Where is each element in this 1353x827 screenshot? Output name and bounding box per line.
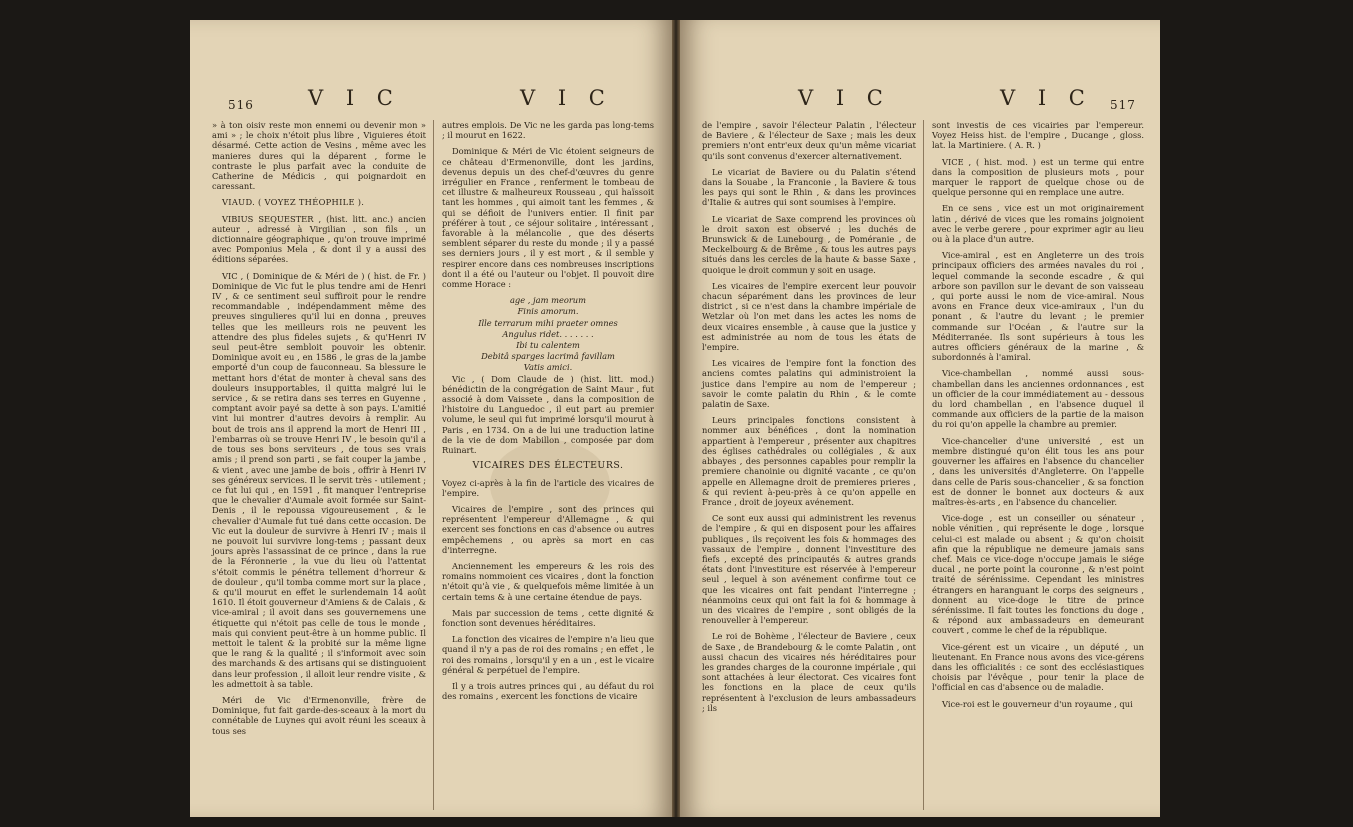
entry-vice-chambellan: Vice-chambellan , nommé aussi sous-chambellan dans les anciennes ordonnances , est un officier de la cour immédiatement au - dessous du lord chambellan , en l'absence duquel il commande aux officiers de la partie de la maison du roi qu'on appelle la chambre au premier. [932,368,1144,430]
verse-line: Finis amorum. [517,306,579,317]
verse-line: Vatis amici. [523,362,573,373]
column-rule [433,120,434,810]
paragraph: Dominique & Méri de Vic étoient seigneurs de ce château d'Ermenonville, dont les jardins, devenus depuis un des chef-d'œuvres du genre irrégulier en France , renferment le tombeau de cet illustre & malheureux Rousseau , qui haïssoit tant les hommes , qui aimoit tant les femmes , & qui se défioit de l'univers entier. Il finit par préférer à tout , ce séjour solitaire , intéressant , favorable à la mélancolie , que des déserts semblent séparer du reste du monde ; il y a passé ses derniers jours , il y est mort , & il semble y respirer encore dans ces nombreuses inscriptions dont il a été ou l'auteur ou l'objet. Il pouvoit dire comme Horace : [442,146,654,290]
entry-vice-chancelier: Vice-chancelier d'une université , est un membre distingué qu'on élit tous les ans pour gouverner les affaires en l'absence du chancelier , dans les universités d'Angleterre. On l'appelle dans celle de Paris sous-chancelier , & sa fonction est de donner le bonnet aux docteurs & aux maîtres-ès-arts , en l'absence du chancelier. [932,435,1144,507]
paragraph: Le vicariat de Baviere ou du Palatin s'étend dans la Souabe , la Franconie , la Baviere & tous les pays qui sont le Rhin , & dans les provinces d'Italie & autres qui sont soumises à l'empire. [702,166,916,208]
left-running-head-right: V I C [520,86,613,110]
entry-vibius: VIBIUS SEQUESTER , (hist. litt. anc.) ancien auteur , adressé à Virgilian , son fils , un dictionnaire géographique , qu'on trouve imprimé avec Pomponius Mela , & dont il y a aussi des éditions séparées. [212,213,426,265]
left-column-2 [442,120,654,707]
paragraph: autres emplois. De Vic ne les garda pas long-tems ; il mourut en 1622. [442,120,654,141]
entry-vice-roi: Vice-roi est le gouverneur d'un royaume , qui [942,698,1133,709]
right-page-header [680,80,1160,110]
entry-vice: VICE , ( hist. mod. ) est un terme qui entre dans la composition de plusieurs mots , pour marquer le rapport de quelque chose ou de quelque personne qui en remplace une autre. [932,156,1144,198]
paragraph: Les vicaires de l'empire font la fonction des anciens comtes palatins qui administroient la justice dans l'empire au nom de l'empereur ; savoir le comte palatin du Rhin , & le comte palatin de Saxe. [702,358,916,410]
entry-vice-gerent: Vice-gérent est un vicaire , un député , un lieutenant. En France nous avons des vice-gérens dans les officialités : ce sont des ecclésiastiques choisis par l'évêque , pour tenir la place de l'official en cas d'absence ou de maladie. [932,641,1144,693]
paragraph: Les vicaires de l'empire exercent leur pouvoir chacun séparément dans les provinces de leur district , si ce n'est dans la chambre impériale de Wetzlar où l'on met dans les actes les noms de deux vicaires ensemble , à cause que la justice y est administrée au nom de tous les états de l'empire. [702,280,916,353]
right-column-1 [702,120,916,719]
paragraph: Le roi de Bohème , l'électeur de Baviere , ceux de Saxe , de Brandebourg & le comte Palatin , ont aussi chacun des vicaires nés héréditaires pour les grandes charges de la couronne impériale , qui sont attachées à leur électorat. Ces vicaires font les fonctions en la place de ceux qu'ils représentent à l'exclusion de leurs ambassadeurs ; ils [702,631,916,713]
verse-line: age , jam meorum [509,295,587,306]
paragraph: Le vicariat de Saxe comprend les provinces où le droit saxon est observé ; les duchés de Brunswick & de Lunebourg , de Poméranie , de Meckelbourg & de Brême , & tous les autres pays situés dans les cercles de la haute & basse Saxe , quoique le droit commun y soit en usage. [702,213,916,275]
right-page [680,20,1160,817]
paragraph: Anciennement les empereurs & les rois des romains nommoient ces vicaires , dont la fonction n'étoit qu'à vie , & quelquefois même limitée à un certain tems & à une certaine étendue de pays. [442,560,654,602]
paragraph: Méri de Vic d'Ermenonville, frère de Dominique, fut fait garde-des-sceaux à la mort du connétable de Luynes qui avoit réuni les sceaux à tous ses [212,694,426,736]
left-page [190,20,672,817]
right-column-2 [932,120,1144,715]
left-page-header [190,80,672,110]
section-heading: VICAIRES DES ÉLECTEURS. [472,460,624,472]
verse-line: Ille terrarum mihi praeter omnes [478,317,618,328]
right-running-head-right: V I C [1000,86,1093,110]
entry-vic-dominique: VIC , ( Dominique de & Méri de ) ( hist. de Fr. ) Dominique de Vic fut le plus tendre ami de Henri IV , & ce sentiment seul suffiroit pour le rendre recommandable , indépendamment même des preuves singulieres qu'il lui en donna , preuves telles que les meilleurs rois ne peuvent les attendre des plus fideles sujets , & qu'Henri IV seul peut-être sembloit pouvoir les obtenir. Dominique avoit eu , en 1586 , le gras de la jambe emporté d'un coup de fauconneau. Sa blessure le mettant hors d'état de monter à cheval sans des douleurs insupportables, il quitta malgré lui le service , & se retira dans ses terres en Guyenne , comptant avoir payé sa dette à son pays. L'amitié vint lui montrer d'autres devoirs à remplir. Au bout de trois ans il apprend la mort de Henri III , l'embarras où se trouve Henri IV , le besoin qu'il a de tous ses bons serviteurs , de tous ses vrais amis ; il prend son parti , se fait couper la jambe , & vient , avec une jambe de bois , offrir à Henri IV ses généreux services. Il le servit très - utilement ; ce fut lui qui , en 1591 , fit manquer l'entreprise que le chevalier d'Aumale avoit formée sur Saint-Denis , il le repoussa vigoureusement , & le chevalier d'Aumale fut tué dans cette occasion. De Vic eut la douleur de survivre à Henri IV ; mais il ne pouvoit lui survivre long-tems ; passant deux jours après l'assassinat de ce prince , dans la rue de la Féronnerie , la vue du lieu où l'attentat s'étoit commis le pénétra tellement d'horreur & de douleur , qu'il tomba comme mort sur la place , & qu'il mourut en effet le surlendemain 14 août 1610. Il étoit gouverneur d'Amiens & de Calais , & vice-amiral ; il avoit dans ses gouvernemens une étiquette qui n'étoit pas celle de tous le monde , mais qui convient peut-être à un homme public. Il mettoit le talent & la probité sur la même ligne que le rang & la qualité ; il s'informoit avec soin des marchands & des artisans qui se distinguoient dans leur profession , il alloit leur rendre visite , & les admettoit à sa table. [212,270,426,689]
left-page-number: 516 [228,98,254,112]
right-page-number: 517 [1110,98,1136,112]
left-column-1 [212,120,426,742]
verse-line: Debitâ sparges lacrimâ favillam [481,351,615,362]
column-rule [923,120,924,810]
paragraph: sont investis de ces vicairies par l'empereur. Voyez Heiss hist. de l'empire , Ducange , gloss. lat. la Martiniere. ( A. R. ) [932,120,1144,151]
entry-vic-claude: Vic , ( Dom Claude de ) (hist. litt. mod.) bénédictin de la congrégation de Saint Maur , fut associé à dom Vaissete , dans la composition de l'histoire du Languedoc , il eut part au premier volume, le seul qui fut imprimé lorsqu'il mourut à Paris , en 1734. On a de lui une traduction latine de la vie de dom Mabillon , composée par dom Ruinart. [442,373,654,456]
entry-vice-amiral: Vice-amiral , est en Angleterre un des trois principaux officiers des armées navales du roi , lequel commande la seconde escadre , & qui arbore son pavillon sur le devant de son vaisseau , qui porte aussi le nom de vice-amiral. Nous avons en France deux vice-amiraux , l'un du ponant , & l'autre du levant ; le premier commande sur l'Océan , & l'autre sur la Méditerranée. Ils sont supérieurs à tous les autres officiers généraux de la marine , & subordonnés à l'amiral. [932,250,1144,363]
verse-line: Ibi tu calentem [516,340,580,351]
verse-line: Angulus ridet. . . . . . . [502,328,594,339]
paragraph: Vicaires de l'empire , sont des princes qui représentent l'empereur d'Allemagne , & qui exercent ses fonctions en cas d'absence ou autres empêchemens , ou après sa mort en cas d'interregne. [442,503,654,555]
right-running-head: V I C [798,86,891,110]
paragraph: Voyez ci-après à la fin de l'article des vicaires de l'empire. [442,477,654,498]
paragraph: Leurs principales fonctions consistent à nommer aux bénéfices , dont la nomination appartient à l'empereur , présenter aux chapitres des églises cathédrales ou collégiales , & aux abbayes , des personnes capables pour remplir la premiere chanoinie ou dignité vacante , ce qu'on appelle en Allemagne droit de premieres prieres , & qui revient à-peu-près à ce qu'on appelle en France , droit de joyeux avénement. [702,415,916,507]
book-gutter [672,20,680,817]
paragraph: de l'empire , savoir l'électeur Palatin , l'électeur de Baviere , & l'électeur de Saxe ; mais les deux premiers n'ont entr'eux deux qu'un même vicariat qu'ils sont convenus d'exercer alternativement. [702,120,916,161]
entry-vice-doge: Vice-doge , est un conseiller ou sénateur , noble vénitien , qui représente le doge , lorsque celui-ci est malade ou absent ; & qu'on choisit afin que la république ne demeure jamais sans chef. Mais ce vice-doge n'occupe jamais le siége ducal , ne porte point la couronne , & n'est point traité de sérénissime. Cependant les ministres étrangers en haranguant le corps des seigneurs , donnent au vice-doge le titre de prince sérénissime. Il fait toutes les fonctions du doge , & répond aux ambassadeurs en demeurant couvert , comme le chef de la république. [932,513,1144,636]
paragraph: En ce sens , vice est un mot originairement latin , dérivé de vices que les romains joignoient avec le verbe gerere , pour exprimer agir au lieu ou à la place d'un autre. [932,203,1144,245]
paragraph: Ce sont eux aussi qui administrent les revenus de l'empire , & qui en disposent pour les affaires publiques , ils reçoivent les fois & hommages des vassaux de l'empire , donnent l'investiture des fiefs , excepté des principautés & autres grands états dont l'investiture est réservée à l'empereur seul , lequel à son avénement confirme tout ce que les vicaires ont fait pendant l'interregne ; néanmoins ceux qui ont fait la foi & hommage à un des vicaires de l'empire , sont obligés de la renouveller à l'empereur. [702,513,916,626]
paragraph: La fonction des vicaires de l'empire n'a lieu que quand il n'y a pas de roi des romains ; en effet , le roi des romains , lorsqu'il y en a un , est le vicaire général & perpétuel de l'empire. [442,634,654,675]
paragraph: Mais par succession de tems , cette dignité & fonction sont devenues héréditaires. [442,607,654,628]
paragraph: Il y a trois autres princes qui , au défaut du roi des romains , exercent les fonctions de vicaire [442,680,654,702]
paragraph: » à ton oisiv reste mon ennemi ou devenir mon » ami » ; le choix n'étoit plus libre , Viguieres étoit désarmé. Cette action de Vesins , même avec les manieres dures qui la déparent , forme le contraste le plus parfait avec la conduite de Catherine de Médicis , qui poignardoit en caressant. [212,120,426,192]
entry-viaud: VIAUD. ( VOYEZ THÉOPHILE ). [222,197,365,208]
left-running-head: V I C [308,86,401,110]
